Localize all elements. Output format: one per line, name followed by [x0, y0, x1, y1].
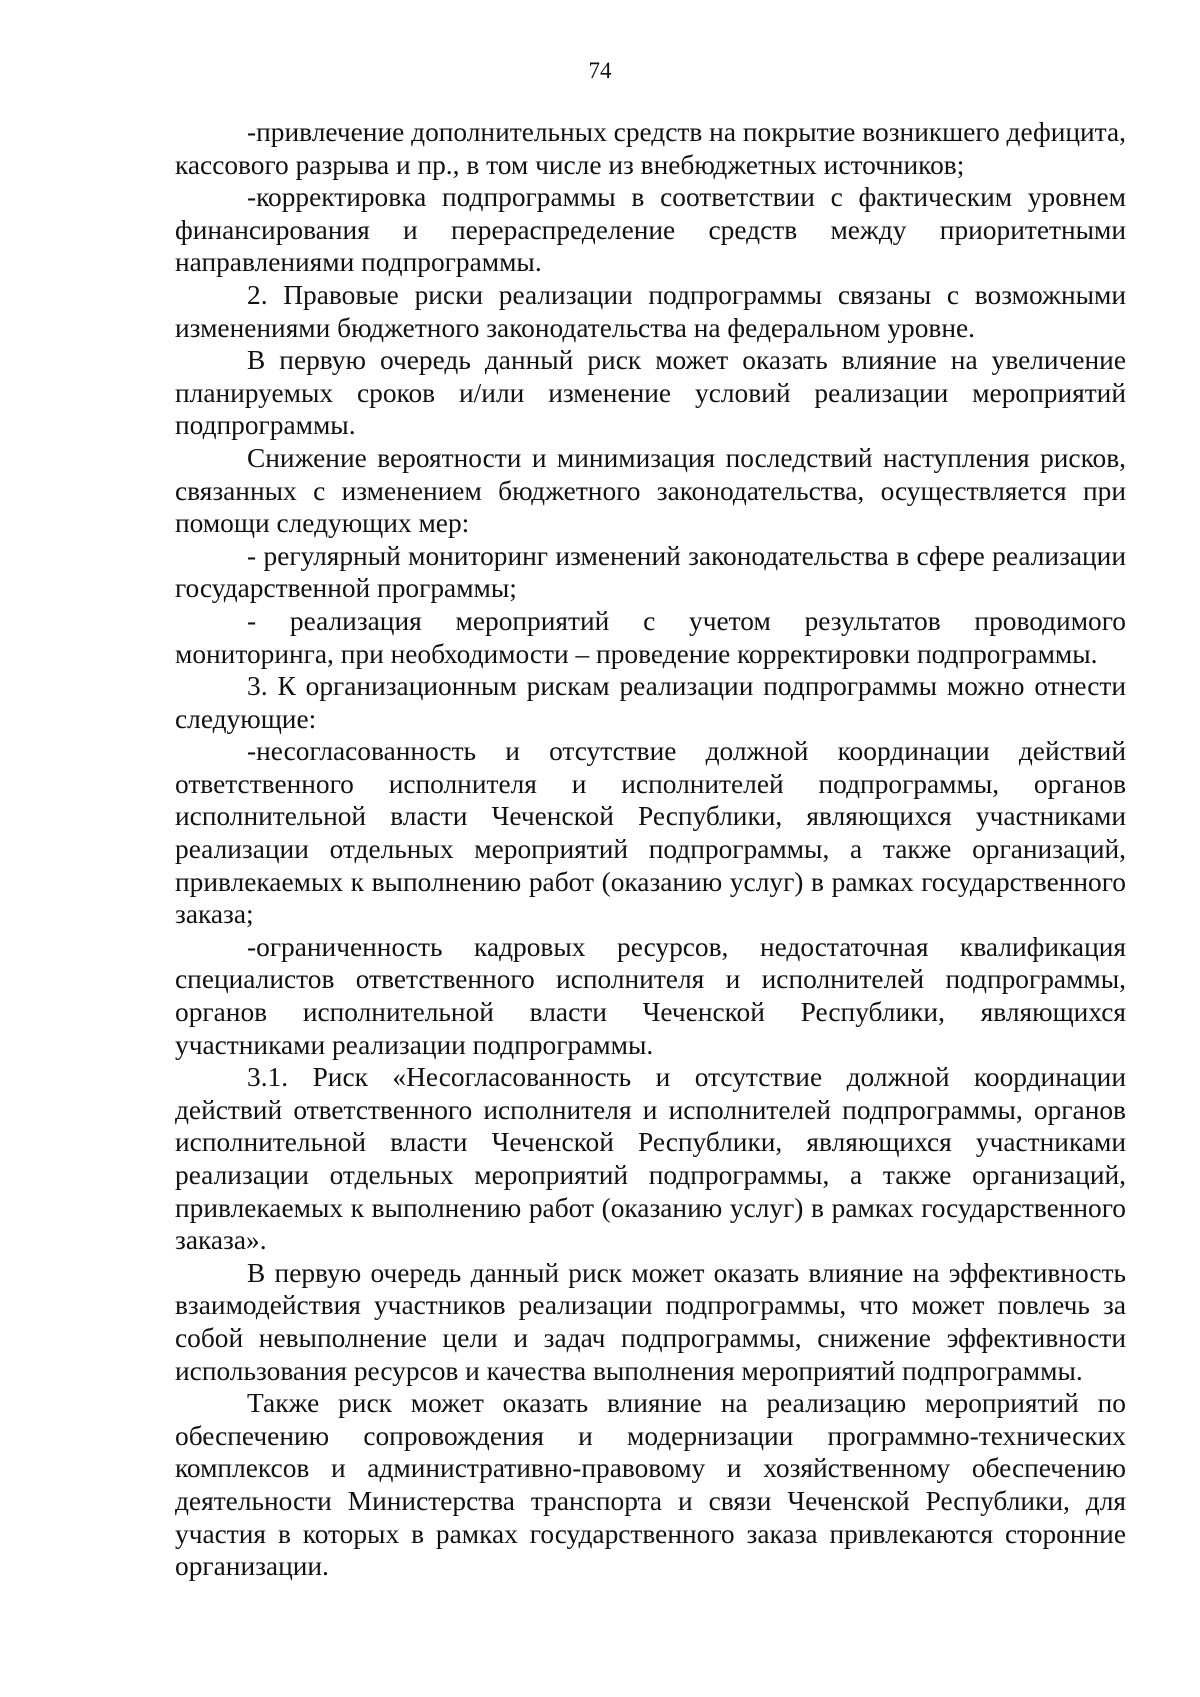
paragraph: Снижение вероятности и минимизация последствий наступления рисков, связанных с изменением бюджетного законодательства, осуществляется при помощи следующих мер:: [175, 442, 1126, 539]
paragraph: -ограниченность кадровых ресурсов, недостаточная квалификация специалистов ответственного исполнителя и исполнителей подпрограммы, органов исполнительной власти Чеченской Республики, являющихся участниками реализации подпрограммы.: [175, 931, 1126, 1060]
paragraph: Также риск может оказать влияние на реализацию мероприятий по обеспечению сопровождения и модернизации программно-технических комплексов и административно-правовому и хозяйственному обеспечению деятельности Министерства транспорта и связи Чеченской Республики, для участия в которых в рамках государственного заказа привлекаются сторонние организации.: [175, 1388, 1126, 1582]
paragraph: В первую очередь данный риск может оказать влияние на увеличение планируемых сроков и/или изменение условий реализации мероприятий подпрограммы.: [175, 345, 1126, 441]
paragraph: - реализация мероприятий с учетом результатов проводимого мониторинга, при необходимости – проведение корректировки подпрограммы.: [175, 605, 1126, 669]
paragraph: - регулярный мониторинг изменений законодательства в сфере реализации государственной программы;: [175, 540, 1126, 604]
paragraph: 3. К организационным рискам реализации подпрограммы можно отнести следующие:: [175, 671, 1126, 734]
paragraph: 2. Правовые риски реализации подпрограммы связаны с возможными изменениями бюджетного законодательства на федеральном уровне.: [175, 279, 1126, 343]
page-number: 74: [588, 58, 612, 83]
paragraph: -несогласованность и отсутствие должной координации действий ответственного исполнителя и исполнителей подпрограммы, органов исполнительной власти Чеченской Республики, являющихся участниками реализации отдельных мероприятий подпрограммы, а также организаций, привлекаемых к выполнению работ (оказанию услуг) в рамках государственного заказа;: [175, 736, 1126, 930]
paragraph: -привлечение дополнительных средств на покрытие возникшего дефицита, кассового разрыва и пр., в том числе из внебюджетных источников;: [175, 117, 1126, 180]
paragraph: 3.1. Риск «Несогласованность и отсутствие должной координации действий ответственного исполнителя и исполнителей подпрограммы, органов исполнительной власти Чеченской Республики, являющихся участниками реализации отдельных мероприятий подпрограммы, а также организаций, привлекаемых к выполнению работ (оказанию услуг) в рамках государственного заказа».: [175, 1062, 1126, 1256]
paragraph: В первую очередь данный риск может оказать влияние на эффективность взаимодействия участников реализации подпрограммы, что может повлечь за собой невыполнение цели и задач подпрограммы, снижение эффективности использования ресурсов и качества выполнения мероприятий подпрограммы.: [175, 1257, 1126, 1386]
paragraph: -корректировка подпрограммы в соответствии с фактическим уровнем финансирования и перераспределение средств между приоритетными направлениями подпрограммы.: [175, 182, 1126, 278]
document-body: [175, 116, 1126, 1583]
